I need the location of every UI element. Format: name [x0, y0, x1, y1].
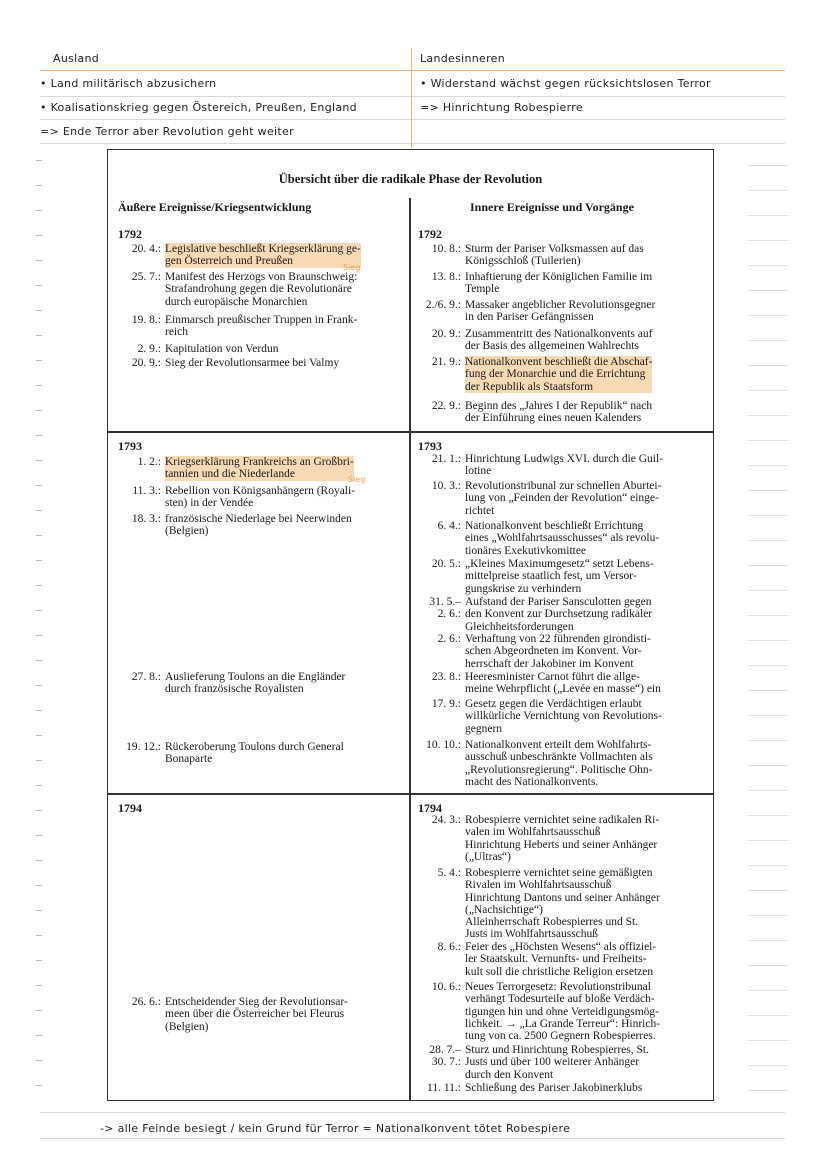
event-text: Sturz und Hinrichtung Robespierres, St. Justs und über 100 weiterer Anhänger durch den Konvent: [465, 1044, 649, 1081]
notes-left-line: • Land militärisch abzusichern: [40, 77, 217, 90]
event-date: 28. 7.– 30. 7.:: [429, 1044, 461, 1069]
event-text: Nationalkonvent erteilt dem Wohlfahrts- ausschuß unbeschränkte Vollmachten als „Revolutionsregierung“. Politische Ohn- macht des Nationalkonvents.: [465, 739, 653, 788]
sieg-annotation: Sieg: [343, 263, 361, 272]
rule-line: [40, 143, 785, 144]
rule-line: [40, 1112, 785, 1113]
year-separator: [108, 431, 713, 433]
event-text: Revolutionstribunal zur schnellen Aburtei- lung von „Feinden der Revolution“ einge- richtet: [465, 480, 662, 517]
event-date: 10. 3.:: [431, 480, 461, 492]
rule-line: [40, 96, 785, 97]
notes-right-line: => Hinrichtung Robespierre: [420, 101, 583, 114]
sieg-annotation: Sieg: [348, 475, 366, 484]
event-text: Neues Terrorgesetz: Revolutionstribunal verhängt Todesurteile auf bloße Verdäch- tigungen hin und ohne Verteidigungsmög- lichkeit. → „La Grande Terreur“: Hinrich- tung von ca. 2500 Gegnern Robespierres.: [465, 981, 661, 1043]
event-date: 20. 9.:: [131, 357, 161, 369]
year-label: 1793: [118, 439, 142, 453]
event-text: Entscheidender Sieg der Revolutionsar- meen über die Österreicher bei Fleurus (Belgien): [165, 996, 348, 1033]
event-date: 20. 5.:: [431, 558, 461, 570]
event-date: 18. 3.:: [131, 513, 161, 525]
event-date: 2./6. 9.:: [425, 299, 461, 311]
year-label: 1794: [418, 801, 442, 815]
event-text: Verhaftung von 22 führenden girondisti- schen Abgeordneten im Konvent. Vor- herrschaft der Jakobiner im Konvent: [465, 633, 651, 670]
event-text: Feier des „Höchsten Wesens“ als offiziel- ler Staatskult. Vernunfts- und Freiheits- kult soll die christliche Religion ersetzen: [465, 941, 657, 978]
event-text: Robespierre vernichtet seine gemäßigten Rivalen im Wohlfahrtsausschuß Hinrichtung Dantons und seiner Anhänger („Nachsichtige“) Alleinherrschaft Robespierres und St. Justs im Wohlfahrtsausschuß: [465, 867, 660, 941]
rule-line: [40, 119, 785, 120]
year-label: 1792: [418, 227, 442, 241]
event-date: 23. 8.:: [431, 671, 461, 683]
left-column-heading: Äußere Ereignisse/Kriegsentwicklung: [118, 200, 312, 214]
event-text: Legislative beschließt Kriegserklärung ge- gen Österreich und Preußen: [165, 243, 361, 268]
event-text: „Kleines Maximumgesetz“ setzt Lebens- mittelpreise staatlich fest, um Versor- gungskrise zu verhindern: [465, 558, 654, 595]
event-date: 6. 4.:: [437, 520, 461, 532]
year-label: 1793: [418, 439, 442, 453]
event-text: Manifest des Herzogs von Braunschweig: Strafandrohung gegen die Revolutionäre durch europäische Monarchien: [165, 271, 358, 308]
column-divider: [411, 48, 412, 148]
event-text: Kriegserklärung Frankreichs an Großbri- tannien und die Niederlande: [165, 456, 354, 481]
event-date: 25. 7.:: [131, 271, 161, 283]
event-date: 1. 2.:: [137, 456, 161, 468]
event-date: 11. 3.:: [132, 485, 161, 497]
event-text: Nationalkonvent beschließt die Abschaf- fung der Monarchie und die Errichtung der Republik als Staatsform: [465, 356, 653, 393]
event-date: 20. 4.:: [131, 243, 161, 255]
event-date: 26. 6.:: [131, 996, 161, 1008]
event-date: 21. 9.:: [431, 356, 461, 368]
event-text: Aufstand der Pariser Sansculotten gegen den Konvent zur Durchsetzung radikaler Gleichheitsforderungen: [465, 596, 653, 633]
event-text: Sturm der Pariser Volksmassen auf das Königsschloß (Tuilerien): [465, 243, 644, 268]
event-text: Heeresminister Carnot führt die allge- meine Wehrpflicht („Levée en masse“) ein: [465, 671, 661, 696]
event-date: 27. 8.:: [131, 671, 161, 683]
column-divider: [409, 198, 411, 1100]
right-column-heading: Innere Ereignisse und Vorgänge: [470, 200, 634, 214]
notes-left-line: => Ende Terror aber Revolution geht weiter: [40, 125, 294, 138]
notes-footer: -> alle Feinde besiegt / kein Grund für Terror = Nationalkonvent tötet Robespiere: [100, 1122, 571, 1135]
event-text: Rebellion von Königsanhängern (Royali- sten) in der Vendée: [165, 485, 356, 510]
event-text: Inhaftierung der Königlichen Familie im Temple: [465, 271, 653, 296]
year-label: 1794: [118, 801, 142, 815]
event-text: Sieg der Revolutionsarmee bei Valmy: [165, 357, 340, 369]
event-text: Massaker angeblicher Revolutionsgegner in den Pariser Gefängnissen: [465, 299, 656, 324]
event-date: 10. 8.:: [431, 243, 461, 255]
event-date: 2. 9.:: [137, 343, 161, 355]
event-date: 31. 5.– 2. 6.:: [429, 596, 461, 621]
event-date: 2. 6.:: [437, 633, 461, 645]
event-date: 21. 1.:: [431, 453, 461, 465]
event-date: 8. 6.:: [437, 941, 461, 953]
event-text: französische Niederlage bei Neerwinden (Belgien): [165, 513, 352, 538]
page-title: Übersicht über die radikale Phase der Revolution: [278, 172, 543, 186]
notes-left-line: • Koalisationskrieg gegen Östereich, Preußen, England: [40, 101, 357, 114]
event-text: Robespierre vernichtet seine radikalen Ri- valen im Wohlfahrtsausschuß Hinrichtung Heberts und seiner Anhänger („Ultras“): [465, 814, 660, 863]
event-date: 17. 9.:: [431, 698, 461, 710]
rule-line: [40, 1138, 785, 1139]
event-date: 11. 11.:: [427, 1082, 461, 1094]
year-label: 1792: [118, 227, 142, 241]
event-text: Gesetz gegen die Verdächtigen erlaubt willkürliche Vernichtung von Revolutions- gegnern: [465, 698, 662, 735]
event-date: 10. 10.:: [426, 739, 461, 751]
event-text: Einmarsch preußischer Truppen in Frank- reich: [165, 314, 358, 339]
event-text: Zusammentritt des Nationalkonvents auf der Basis des allgemeinen Wahlrechts: [465, 328, 653, 353]
event-text: Beginn des „Jahres I der Republik“ nach der Einführung eines neuen Kalenders: [465, 400, 653, 425]
revolution-overview-table: [107, 149, 714, 1101]
event-date: 20. 9.:: [431, 328, 461, 340]
event-date: 10. 6.:: [431, 981, 461, 993]
notes-right-header: Landesinneren: [420, 52, 506, 65]
event-date: 5. 4.:: [437, 867, 461, 879]
event-date: 24. 3.:: [431, 814, 461, 826]
notes-left-header: Ausland: [53, 52, 100, 65]
event-date: 13. 8.:: [431, 271, 461, 283]
event-date: 22. 9.:: [431, 400, 461, 412]
notes-right-line: • Widerstand wächst gegen rücksichtslosen Terror: [420, 77, 711, 90]
event-text: Auslieferung Toulons an die Engländer durch französische Royalisten: [165, 671, 346, 696]
event-text: Nationalkonvent beschließt Errichtung eines „Wohlfahrtsausschusses“ als revolu- tionäres Exekutivkomittee: [465, 520, 660, 557]
year-separator: [108, 793, 713, 795]
event-date: 19. 12.:: [126, 741, 161, 753]
event-text: Hinrichtung Ludwigs XVI. durch die Guil- lotine: [465, 453, 664, 478]
event-text: Rückeroberung Toulons durch General Bonaparte: [165, 741, 344, 766]
event-text: Schließung des Pariser Jakobinerklubs: [465, 1082, 643, 1094]
rule-line: [40, 70, 785, 71]
event-text: Kapitulation von Verdun: [165, 343, 279, 355]
event-date: 19. 8.:: [131, 314, 161, 326]
